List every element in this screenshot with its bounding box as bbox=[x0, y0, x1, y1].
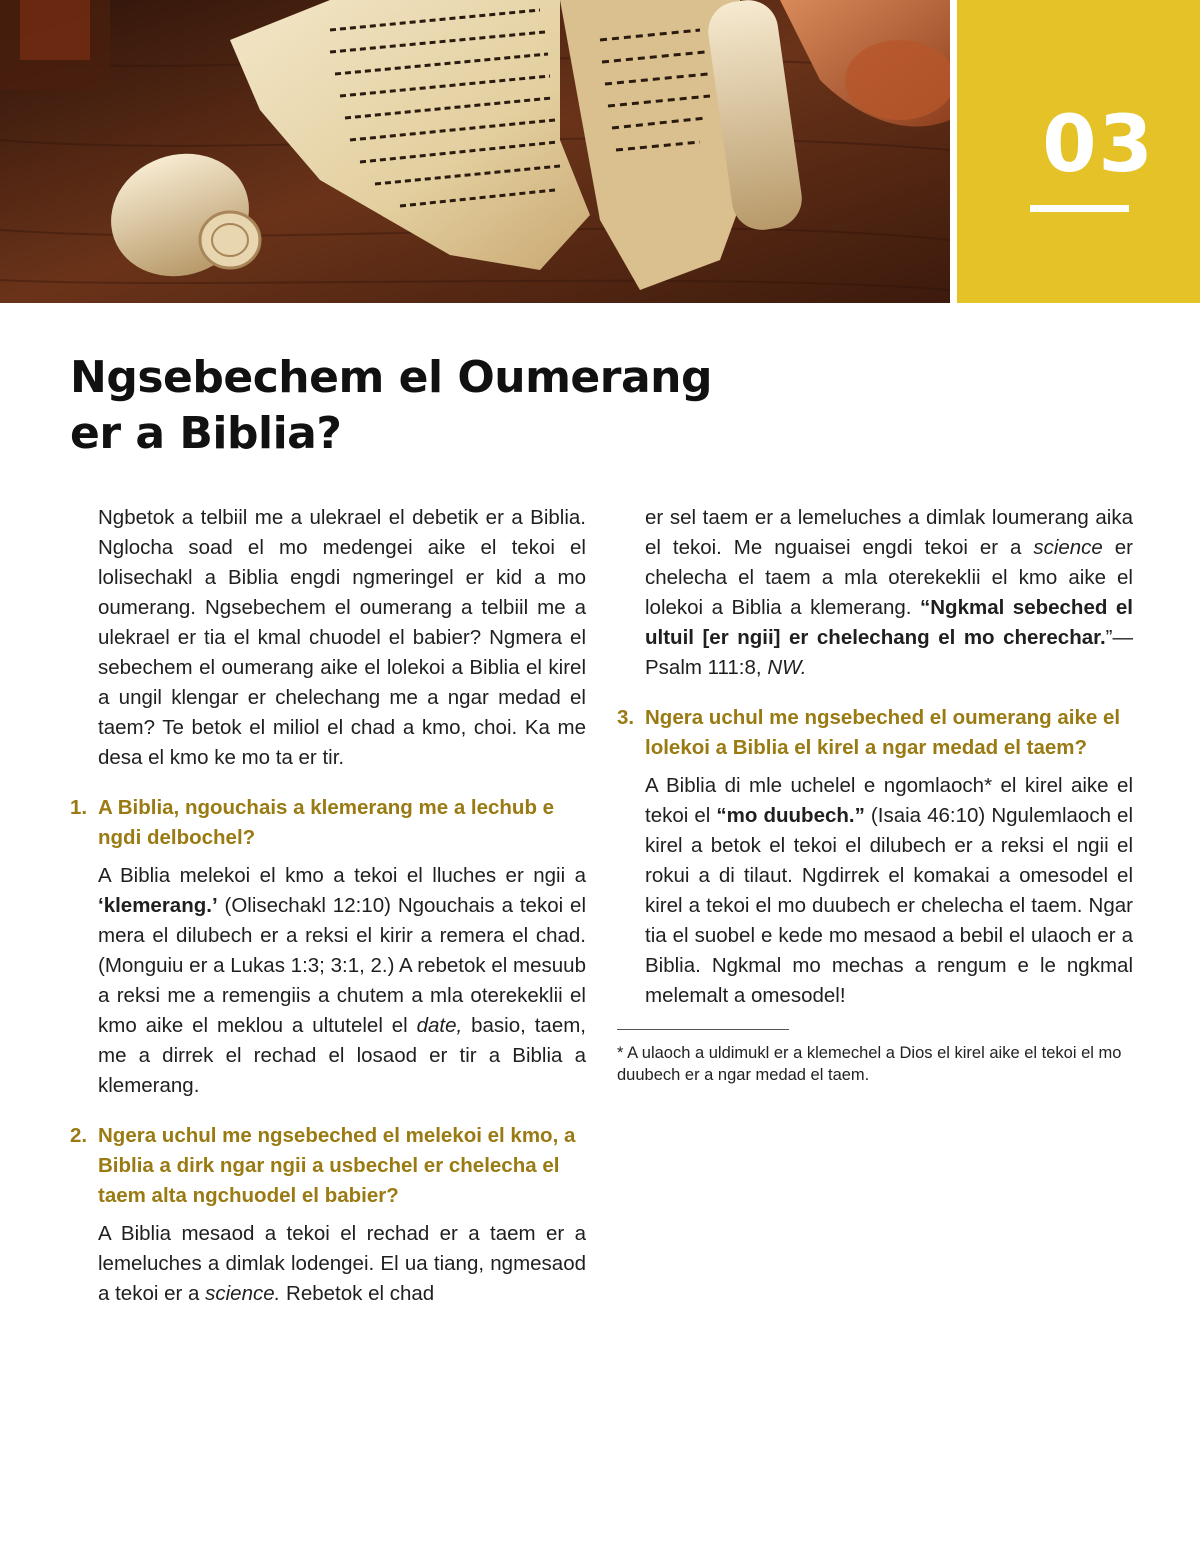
question-text: Ngera uchul me ngsebeched el oumerang aike el lolekoi a Biblia el kirel a ngar medad el taem? bbox=[645, 706, 1121, 759]
footnote-divider bbox=[617, 1029, 789, 1030]
answer-1-paragraph: A Biblia melekoi el kmo a tekoi el lluches er ngii a ‘klemerang.’ (Olisechakl 12:10) Ngouchais a tekoi el mera el dilubech er a reksi el kirir a remera el chad. (Monguiu er a Lukas 1:3; 3:1, 2.) A rebetok el mesuub a reksi me a remengiis a chutem a mla oterekeklii el kmo aike el meklou a ultutelel el date, basio, taem, me a dirrek el rechad el losaod er tir a Biblia a klemerang. bbox=[98, 864, 586, 1097]
hero-image bbox=[0, 0, 950, 303]
title-line-2: er a Biblia? bbox=[70, 408, 342, 459]
answer-3-paragraph: A Biblia di mle uchelel e ngomlaoch* el kirel aike el tekoi el “mo duubech.” (Isaia 46:10) Ngulemlaoch el kirel a betok el tekoi el dilubech er a reksi el ngii el rokui a di tilaut. Ngdirrek el komakai a omesodel el kirel a tekoi el mo duubech er chelecha el taem. Ngar tia el suobel e kede mo mesaod a bebil el ulaoch er a Biblia. Ngkmal mo mechas a rengum e le ngkmal melemalt a omesodel! bbox=[645, 774, 1133, 1007]
question-text: A Biblia, ngouchais a klemerang me a lechub e ngdi delbochel? bbox=[98, 796, 555, 849]
title-line-1: Ngsebechem el Oumerang bbox=[70, 352, 712, 403]
footnote: * A ulaoch a uldimukl er a klemechel a Dios el kirel aike el tekoi el mo duubech er a ngar medad el taem. bbox=[617, 1044, 1122, 1084]
question-2 bbox=[70, 1121, 586, 1211]
answer-2-paragraph: A Biblia mesaod a tekoi el rechad er a taem er a lemeluches a dimlak lodengei. El ua tiang, ngmesaod a tekoi er a science. Rebetok el chad bbox=[98, 1222, 586, 1305]
scrolls-illustration bbox=[0, 0, 950, 303]
question-number: 2. bbox=[70, 1124, 88, 1147]
left-column bbox=[70, 503, 586, 1309]
answer-2-continued: er sel taem er a lemeluches a dimlak loumerang aika el tekoi. Me nguaisei engdi tekoi er a science er chelecha el taem a mla oterekeklii el kmo aike el lolekoi a Biblia a klemerang. “Ngkmal sebeched el ultuil [er ngii] er chelechang el mo cherechar.”—Psalm 111:8, NW. bbox=[645, 506, 1133, 679]
question-number: 3. bbox=[617, 706, 635, 729]
lesson-badge bbox=[957, 0, 1200, 303]
question-3 bbox=[617, 703, 1133, 763]
intro-paragraph: Ngbetok a telbiil me a ulekrael el debetik er a Biblia. Nglocha soad el mo medengei aike el tekoi el lolisechakl a Biblia engdi ngmeringel er kid a mo oumerang. Ngsebechem el oumerang a telbiil me a ulekrael er tia el kmal chuodel el babier? Ngmera el sebechem el oumerang aike el lolekoi a Biblia el kirel a ungil klengar er chelechang me a ngar medad el taem? Te betok el miliol el chad a kmo, choi. Ka me desa el kmo ke mo ta er tir. bbox=[98, 506, 586, 769]
right-column bbox=[617, 503, 1133, 1086]
question-number: 1. bbox=[70, 796, 88, 819]
question-text: Ngera uchul me ngsebeched el melekoi el kmo, a Biblia a dirk ngar ngii a usbechel er chelecha el taem alta ngchuodel el babier? bbox=[98, 1124, 576, 1207]
question-1 bbox=[70, 793, 586, 853]
page-title bbox=[70, 350, 830, 462]
lesson-number: 03 bbox=[1042, 100, 1155, 190]
badge-underline bbox=[1030, 205, 1129, 212]
